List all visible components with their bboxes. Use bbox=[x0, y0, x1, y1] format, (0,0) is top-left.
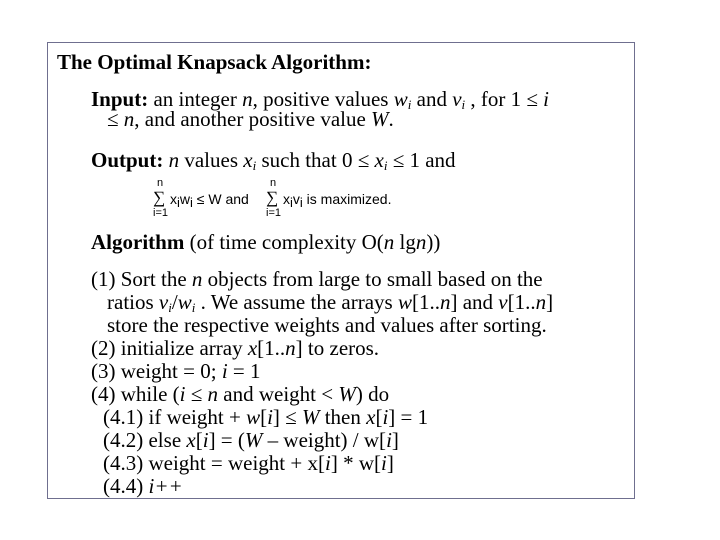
step-1-line-3: store the respective weights and values after sorting. bbox=[107, 313, 547, 337]
output-text: values bbox=[179, 148, 244, 172]
step-4 bbox=[91, 383, 389, 406]
step-text: [ bbox=[260, 405, 268, 429]
step-text: objects from large to small based on the bbox=[202, 267, 543, 291]
step-text: [1.. bbox=[411, 290, 440, 314]
step-var: x bbox=[247, 336, 258, 360]
step-var: i bbox=[386, 428, 392, 452]
output-sub: i bbox=[252, 158, 257, 173]
input-text: , for 1 ≤ bbox=[465, 87, 544, 111]
complexity-text: )) bbox=[426, 230, 441, 254]
input-sub: i bbox=[461, 97, 466, 112]
step-3 bbox=[91, 360, 261, 383]
input-var-w: w bbox=[393, 87, 408, 111]
step-text: (4.3) weight = weight + x[ bbox=[103, 451, 325, 475]
output-label: Output: bbox=[91, 148, 164, 172]
step-text: (3) weight = 0; bbox=[91, 359, 222, 383]
input-text: , positive values bbox=[252, 87, 394, 111]
summation-symbol: ∑ bbox=[266, 188, 279, 207]
step-var: i bbox=[267, 405, 273, 429]
algorithm-label: Algorithm bbox=[91, 230, 185, 254]
input-line-2 bbox=[107, 108, 394, 131]
step-var: i bbox=[382, 405, 389, 429]
step-text: [1.. bbox=[257, 336, 286, 360]
input-label: Input: bbox=[91, 87, 149, 111]
formula-text: ≤ W and bbox=[192, 191, 249, 207]
step-text: and weight < bbox=[218, 382, 339, 406]
step-text: . We assume the arrays bbox=[195, 290, 398, 314]
output-var-x: x bbox=[243, 148, 253, 172]
step-text: ratios bbox=[107, 290, 159, 314]
step-var: v bbox=[498, 290, 508, 314]
step-text: ≤ bbox=[185, 382, 208, 406]
step-var: x bbox=[366, 405, 376, 429]
step-text: (4.4) bbox=[103, 474, 149, 498]
step-4-4 bbox=[103, 475, 183, 498]
step-var: i bbox=[221, 359, 228, 383]
formula-var: v bbox=[292, 191, 300, 207]
formula-var: x bbox=[283, 191, 290, 207]
step-text: [ bbox=[195, 428, 203, 452]
formula-text: is maximized. bbox=[302, 191, 392, 207]
step-var: v bbox=[158, 290, 169, 314]
step-sub: i bbox=[191, 300, 196, 315]
step-var: n bbox=[285, 336, 296, 360]
sum-upper-limit: n bbox=[270, 177, 277, 189]
step-sub: i bbox=[168, 300, 172, 315]
input-sub: i bbox=[407, 97, 412, 112]
step-text: (4.1) if weight + bbox=[103, 405, 247, 429]
input-var-n: n bbox=[123, 107, 135, 131]
summation-symbol: ∑ bbox=[153, 188, 166, 207]
step-text: ] to zeros. bbox=[295, 336, 380, 360]
input-text: . bbox=[388, 107, 394, 131]
step-2 bbox=[91, 337, 379, 360]
formula-sub: i bbox=[299, 195, 303, 210]
step-var: i++ bbox=[148, 474, 183, 498]
formula-sub: i bbox=[290, 195, 293, 210]
complexity-text: lg bbox=[394, 230, 416, 254]
step-text: – weight) / w[ bbox=[262, 428, 387, 452]
algorithm-heading bbox=[91, 231, 440, 254]
formula-expression bbox=[170, 191, 249, 210]
step-4-2 bbox=[103, 429, 399, 452]
step-text: (2) initialize array bbox=[91, 336, 248, 360]
step-text: ] * w[ bbox=[330, 451, 381, 475]
input-text: and bbox=[411, 87, 453, 111]
algorithm-title: The Optimal Knapsack Algorithm: bbox=[57, 50, 372, 74]
output-line bbox=[91, 149, 456, 172]
formula-sub: i bbox=[177, 195, 180, 210]
step-var: n bbox=[191, 267, 203, 291]
input-text: ≤ bbox=[107, 107, 124, 131]
formula-sub: i bbox=[190, 195, 193, 210]
output-var-n: n bbox=[168, 148, 180, 172]
step-text: (4.2) else bbox=[103, 428, 187, 452]
input-text: , and another positive value bbox=[134, 107, 372, 131]
input-var-W: W bbox=[371, 107, 389, 131]
input-var-n: n bbox=[242, 87, 253, 111]
step-var: W bbox=[301, 405, 320, 429]
step-text: ] ≤ bbox=[272, 405, 302, 429]
step-var: i bbox=[324, 451, 331, 475]
output-text: such that 0 ≤ bbox=[256, 148, 375, 172]
step-var: n bbox=[207, 382, 219, 406]
formula-var: w bbox=[179, 191, 191, 207]
output-text: ≤ 1 and bbox=[387, 148, 456, 172]
sum-upper-limit: n bbox=[157, 177, 164, 189]
step-var: w bbox=[397, 290, 412, 314]
step-var: i bbox=[179, 382, 186, 406]
step-4-1 bbox=[103, 406, 428, 429]
formula-var: x bbox=[170, 191, 177, 207]
step-text: (1) Sort the bbox=[91, 267, 192, 291]
step-text: ] bbox=[546, 290, 554, 314]
sum-lower-limit: i=1 bbox=[266, 207, 281, 219]
step-4-3 bbox=[103, 452, 394, 475]
step-text: ] = 1 bbox=[388, 405, 429, 429]
step-text: ) do bbox=[355, 382, 390, 406]
formula-expression bbox=[283, 191, 392, 210]
step-text: ] and bbox=[450, 290, 499, 314]
step-var: w bbox=[177, 290, 192, 314]
complexity-var: n bbox=[383, 230, 395, 254]
step-1-line-1 bbox=[91, 268, 543, 291]
step-text: [ bbox=[375, 405, 383, 429]
step-var: W bbox=[338, 382, 356, 406]
input-var-i: i bbox=[543, 87, 550, 111]
step-var: n bbox=[439, 290, 451, 314]
complexity-text: (of time complexity O( bbox=[184, 230, 384, 254]
complexity-var: n bbox=[415, 230, 427, 254]
input-text: an integer bbox=[148, 87, 243, 111]
step-text: = 1 bbox=[227, 359, 261, 383]
step-text: ] bbox=[391, 428, 399, 452]
step-var: n bbox=[535, 290, 547, 314]
input-var-v: v bbox=[452, 87, 462, 111]
step-var: w bbox=[246, 405, 261, 429]
sum-lower-limit: i=1 bbox=[153, 207, 168, 219]
step-text: ] = ( bbox=[208, 428, 245, 452]
step-var: i bbox=[380, 451, 387, 475]
step-text: ] bbox=[386, 451, 394, 475]
step-text: / bbox=[171, 290, 178, 314]
step-text: then bbox=[319, 405, 367, 429]
output-var-x: x bbox=[374, 148, 384, 172]
output-sub: i bbox=[383, 158, 388, 173]
step-1-line-2 bbox=[107, 291, 553, 314]
step-var: i bbox=[202, 428, 209, 452]
step-text: [1.. bbox=[507, 290, 536, 314]
step-var: W bbox=[244, 428, 263, 452]
step-text: (4) while ( bbox=[91, 382, 180, 406]
step-var: x bbox=[186, 428, 196, 452]
